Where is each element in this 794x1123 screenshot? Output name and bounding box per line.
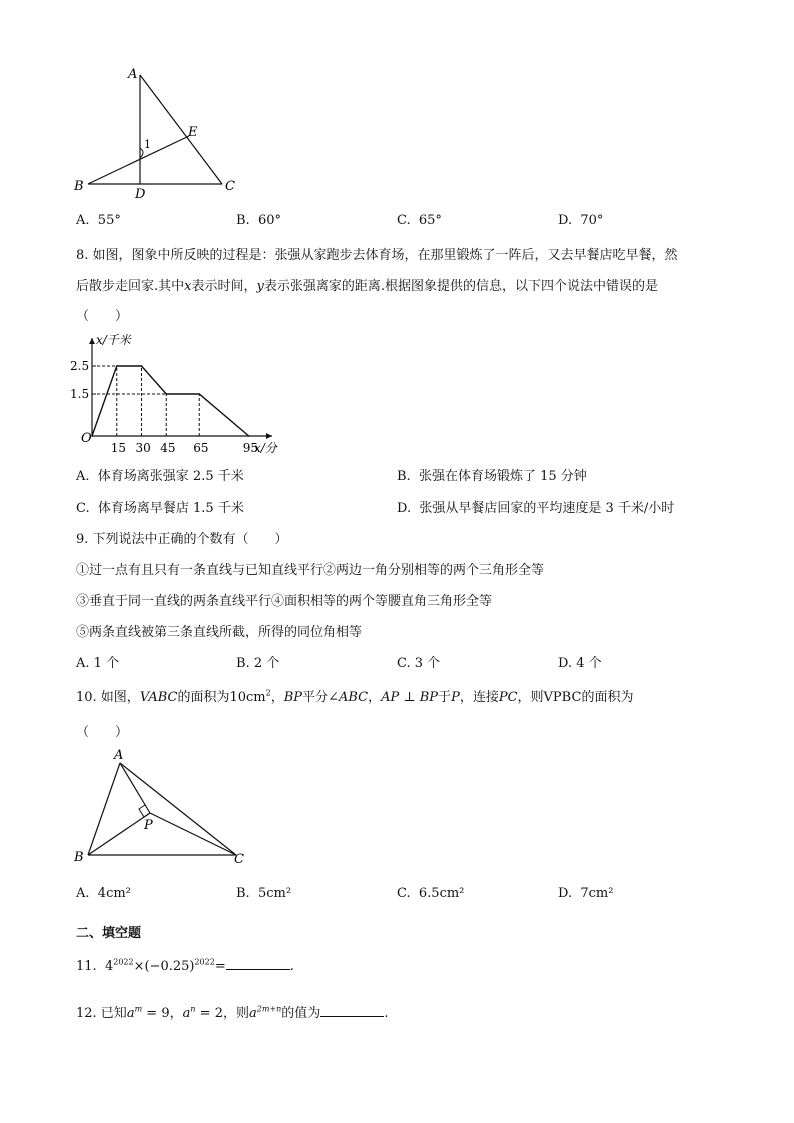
option-b[interactable] xyxy=(236,213,281,228)
label-angle-1: 1 xyxy=(144,138,151,151)
exponent-m: m xyxy=(134,1004,143,1014)
q9-stem: 9. 下列说法中正确的个数有（ ） xyxy=(76,532,288,547)
q12-text: ， xyxy=(169,1006,183,1021)
q12-value: = 9 xyxy=(142,1006,170,1021)
option-d[interactable] xyxy=(397,497,674,516)
q9-statement-2: ③垂直于同一直线的两条直线平行④面积相等的两个等腰直角三角形全等 xyxy=(76,594,493,609)
triangle-pbc: VPBC xyxy=(543,690,582,705)
q12-text: 的值为 xyxy=(281,1006,321,1021)
option-b[interactable] xyxy=(236,652,279,671)
option-d[interactable] xyxy=(558,213,603,228)
segment-pc xyxy=(150,813,236,855)
label-d: D xyxy=(135,187,146,202)
option-text: 2 个 xyxy=(253,656,280,671)
q8-stem-line3: （ ） xyxy=(76,309,129,324)
option-letter: A. xyxy=(76,656,90,671)
label-e: E xyxy=(188,125,198,140)
q10-text: ， xyxy=(368,690,382,705)
y-tick-label: 1.5 xyxy=(70,387,90,401)
option-c[interactable] xyxy=(397,886,464,901)
label-a: A xyxy=(128,67,138,82)
perpendicular: AP ⊥ BP xyxy=(381,690,439,705)
q9-statement-3: ⑤两条直线被第三条直线所截，所得的同位角相等 xyxy=(76,625,363,640)
label-a: A xyxy=(114,748,124,763)
x-axis-label: x/分 xyxy=(254,441,277,455)
q10-stem-line1: 10. 如图，VABC的面积为$10cm^2$，BP平分∠ABC，AP ⊥ BP于P，连接PC，则VPBC的面积为 xyxy=(76,688,634,705)
section-title: 二、填空题 xyxy=(76,926,142,941)
point-p: P xyxy=(451,690,460,705)
option-text: 4 个 xyxy=(576,656,602,671)
q10-stem-line2: （ ） xyxy=(76,725,129,740)
option-text: 4cm² xyxy=(97,886,131,901)
q11-factor: ×(−0.25) xyxy=(133,959,195,974)
q11-equals: = xyxy=(214,959,226,974)
option-letter: C. xyxy=(397,886,411,901)
option-b[interactable] xyxy=(236,886,291,901)
label-b: B xyxy=(74,850,84,865)
q8-stem-line1: 8. 如图，图象中所反映的过程是：张强从家跑步去体育场，在那里锻炼了一阵后，又去早餐店吃早餐，然 xyxy=(76,248,678,263)
option-letter: D. xyxy=(558,656,573,671)
q11-exponent: 2022 xyxy=(194,957,215,967)
q10-text: ，则 xyxy=(517,690,544,705)
label-b: B xyxy=(74,179,84,194)
q10-text: 平分 xyxy=(302,690,329,705)
label-c: C xyxy=(225,179,235,194)
option-text: 张强在体育场锻炼了 15 分钟 xyxy=(418,469,587,484)
option-text: 55° xyxy=(97,213,121,228)
answer-blank[interactable] xyxy=(320,1004,384,1017)
option-text: 体育场离张强家 2.5 千米 xyxy=(97,469,244,484)
q11-exponent: 2022 xyxy=(113,957,134,967)
exponent-2m-n: 2m+n xyxy=(256,1004,282,1014)
option-a[interactable] xyxy=(76,213,121,228)
q9-statement-1: ①过一点有且只有一条直线与已知直线平行②两边一角分别相等的两个三角形全等 xyxy=(76,563,545,578)
segment-bp: BP xyxy=(283,690,303,705)
q8-text: 后散步走回家.其中 xyxy=(76,279,185,294)
option-letter: A. xyxy=(76,213,90,228)
segment-bp xyxy=(88,813,150,855)
q11: 11. $4^{2022}\times(-0.25)^{2022}=$ . xyxy=(76,957,294,974)
data-point xyxy=(198,393,200,395)
option-a[interactable] xyxy=(76,465,244,484)
q10-text: ， xyxy=(270,690,284,705)
segment-pc: PC xyxy=(498,690,518,705)
angle-abc: ∠ABC xyxy=(328,690,369,705)
option-text: 6.5cm² xyxy=(418,886,465,901)
option-text: 1 个 xyxy=(93,656,120,671)
x-tick-label: 95 xyxy=(242,441,259,455)
q12-value: = 2 xyxy=(195,1006,223,1021)
option-text: 5cm² xyxy=(257,886,292,901)
label-c: C xyxy=(234,852,244,867)
option-text: 体育场离早餐店 1.5 千米 xyxy=(97,501,244,516)
data-point xyxy=(141,365,143,367)
side-ac xyxy=(140,75,222,184)
x-tick-label: 15 xyxy=(110,441,127,455)
segment-be xyxy=(88,136,189,184)
q12-text: ，则 xyxy=(222,1006,249,1021)
segment-ap xyxy=(120,763,150,813)
option-a[interactable] xyxy=(76,652,119,671)
option-letter: D. xyxy=(397,501,412,516)
y-axis-label: x/千米 xyxy=(96,333,131,347)
data-point xyxy=(116,365,118,367)
option-c[interactable] xyxy=(397,213,442,228)
option-letter: C. xyxy=(397,656,411,671)
x-axis-arrow xyxy=(266,433,272,439)
triangle-abc: VABC xyxy=(139,690,178,705)
option-letter: D. xyxy=(558,213,573,228)
q11-base: 4 xyxy=(104,959,114,974)
var-a: a xyxy=(182,1006,191,1021)
side-ab xyxy=(88,763,120,855)
option-d[interactable] xyxy=(558,886,613,901)
exponent-n: n xyxy=(190,1004,196,1014)
q12: 12. 已知$a^m = 9$，$a^n = 2$，则$a^{2m+n}$的值为 . xyxy=(76,1004,389,1021)
var-x: x xyxy=(184,279,192,294)
var-a: a xyxy=(249,1006,257,1021)
triangle-figure-q10 xyxy=(66,745,266,870)
label-p: P xyxy=(144,818,153,833)
q10-text: 10. 如图， xyxy=(76,690,140,705)
q10-text: 的面积为 xyxy=(581,690,634,705)
option-text: 7cm² xyxy=(580,886,614,901)
q12-text: 12. 已知 xyxy=(76,1006,127,1021)
option-text: 70° xyxy=(580,213,604,228)
data-series-line xyxy=(92,366,249,436)
q10-text: 的面积为 xyxy=(177,690,230,705)
option-letter: B. xyxy=(397,469,411,484)
option-d[interactable] xyxy=(558,652,602,671)
answer-blank[interactable] xyxy=(226,957,290,970)
option-a[interactable] xyxy=(76,886,131,901)
q10-text: ，连接 xyxy=(459,690,499,705)
triangle-figure-q7 xyxy=(70,60,270,200)
option-text: 3 个 xyxy=(414,656,441,671)
option-letter: A. xyxy=(76,469,90,484)
option-letter: B. xyxy=(236,213,250,228)
y-tick-label: 2.5 xyxy=(70,359,90,373)
option-letter: C. xyxy=(397,213,411,228)
option-b[interactable] xyxy=(397,465,587,484)
data-point xyxy=(248,435,250,437)
area-value: 10cm xyxy=(229,690,266,705)
option-c[interactable] xyxy=(397,652,440,671)
option-letter: C. xyxy=(76,501,90,516)
option-c[interactable] xyxy=(76,497,244,516)
q10-text: 于 xyxy=(438,690,452,705)
x-tick-label: 45 xyxy=(160,441,176,455)
q8-text: 表示时间， xyxy=(191,279,257,294)
y-axis-arrow xyxy=(89,338,95,344)
x-tick-label: 30 xyxy=(135,441,151,455)
q8-stem-line2 xyxy=(76,275,658,294)
q11-number: 11. xyxy=(76,959,97,974)
option-text: 张强从早餐店回家的平均速度是 3 千米/小时 xyxy=(419,501,675,516)
data-point xyxy=(165,393,167,395)
option-letter: B. xyxy=(236,656,250,671)
distance-time-chart xyxy=(60,330,280,455)
data-point xyxy=(91,435,93,437)
origin-label: O xyxy=(81,431,92,446)
option-letter: B. xyxy=(236,886,250,901)
option-text: 60° xyxy=(257,213,281,228)
option-text: 65° xyxy=(418,213,442,228)
var-a: a xyxy=(126,1006,135,1021)
var-y: y xyxy=(256,279,264,294)
option-letter: A. xyxy=(76,886,90,901)
option-letter: D. xyxy=(558,886,573,901)
side-ac xyxy=(120,763,236,855)
q8-text: 表示张强离家的距离.根据图象提供的信息，以下四个说法中错误的是 xyxy=(263,279,658,294)
x-tick-label: 65 xyxy=(193,441,209,455)
